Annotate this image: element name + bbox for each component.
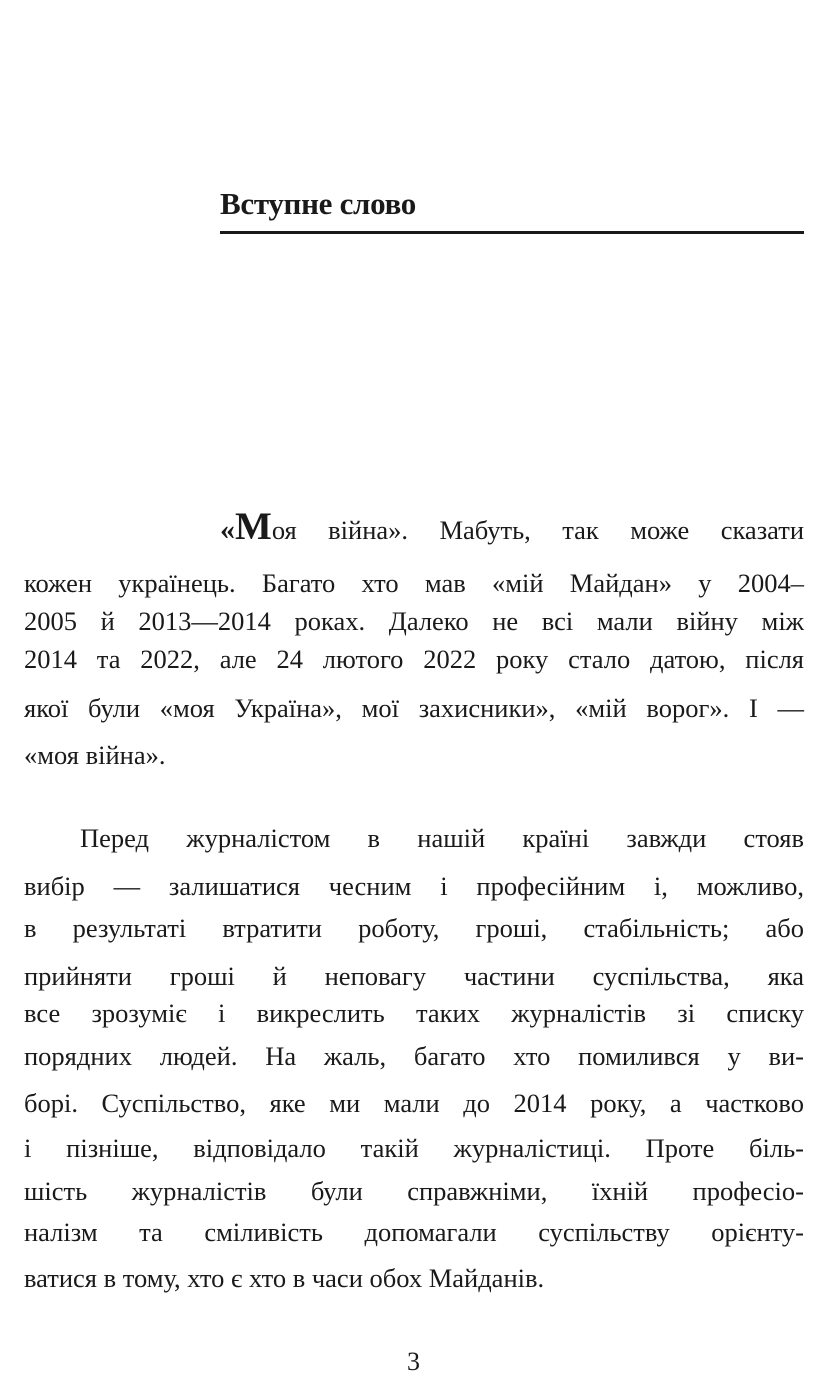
page-number: 3: [407, 1347, 420, 1376]
paragraph-2-line-5: все зрозуміє і викреслить таких журналістів зі списку: [24, 998, 804, 1028]
paragraph-1-line-2: кожен українець. Багато хто мав «мій Майдан» у 2004–: [24, 568, 804, 598]
paragraph-2-line-6: порядних людей. На жаль, багато хто помилився у ви-: [24, 1041, 804, 1071]
paragraph-1-line-1-text: оя війна». Мабуть, так може сказати: [271, 515, 804, 545]
paragraph-1-line-3: 2005 й 2013—2014 роках. Далеко не всі мали війну між: [24, 606, 804, 636]
paragraph-2-line-2: вибір — залишатися чесним і професійним і, можливо,: [24, 871, 804, 901]
paragraph-2-line-9: шість журналістів були справжніми, їхній професіо-: [24, 1176, 804, 1206]
opening-quote: «: [220, 513, 235, 546]
paragraph-2-line-8: і пізніше, відповідало такій журналістиці. Проте біль-: [24, 1133, 804, 1163]
paragraph-2-line-11: ватися в тому, хто є хто в часи обох Майданів.: [24, 1263, 545, 1293]
paragraph-2-line-7: борі. Суспільство, яке ми мали до 2014 року, а частково: [24, 1088, 804, 1118]
paragraph-2-line-4: прийняти гроші й неповагу частини суспільства, яка: [24, 961, 804, 991]
paragraph-2-line-1: Перед журналістом в нашій країні завжди стояв: [80, 823, 804, 853]
paragraph-2-line-3: в результаті втратити роботу, гроші, стабільність; або: [24, 913, 804, 943]
paragraph-2-line-10: налізм та сміливість допомагали суспільству орієнту-: [24, 1217, 804, 1247]
paragraph-1-line-6: «моя війна».: [24, 740, 166, 770]
paragraph-1-line-4: 2014 та 2022, але 24 лютого 2022 року стало датою, після: [24, 644, 804, 674]
heading-rule: [220, 231, 804, 234]
section-heading: Вступне слово: [220, 186, 416, 221]
paragraph-1-line-1: [220, 505, 804, 552]
paragraph-1-line-5: якої були «моя Україна», мої захисники», «мій ворог». І —: [24, 693, 804, 723]
drop-cap-letter: М: [235, 505, 272, 548]
